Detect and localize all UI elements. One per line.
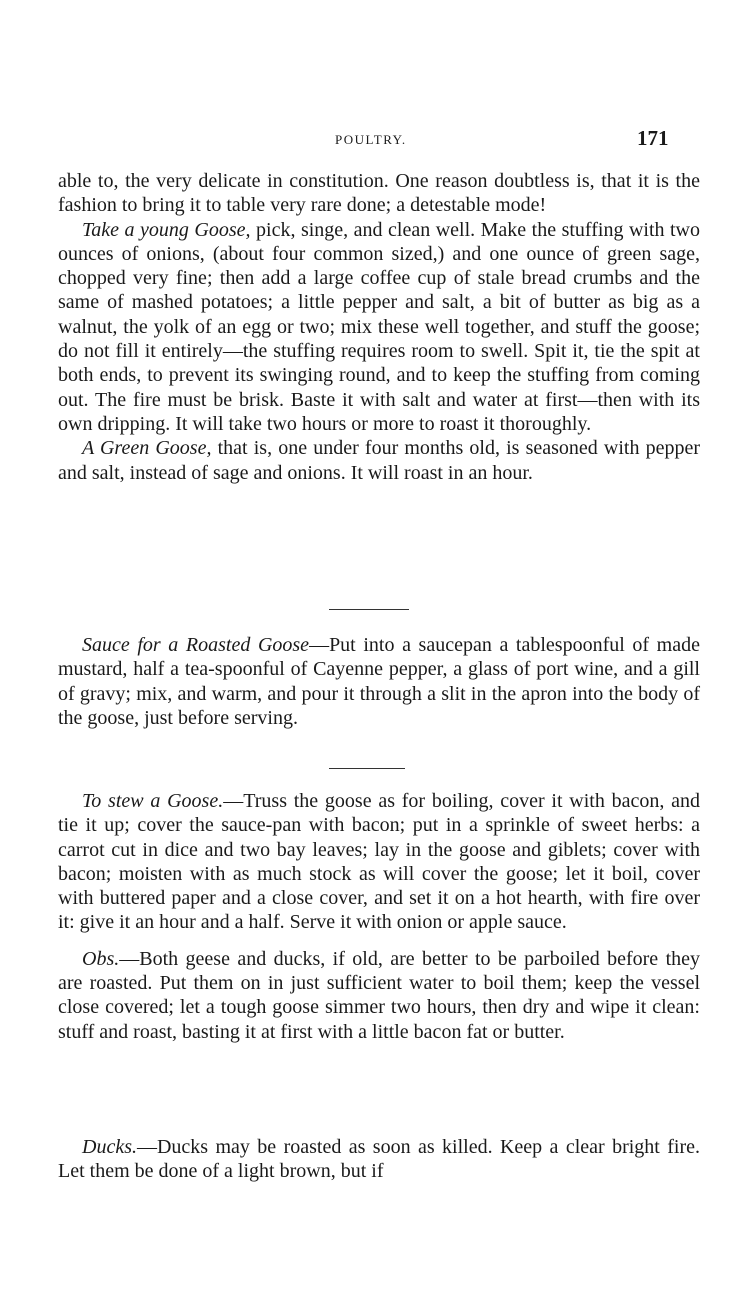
paragraph-lead: Sauce for a Roasted Goose (82, 634, 310, 656)
paragraph-text: pick, singe, and clean well. Make the stuffing with two ounces of onions, (about four common sized,) and one ounce of green sage, chopped very fine; then add a large coffee cup of stale bread crumbs and the same of mashed potatoes; a little pepper and salt, a bit of butter as big as a walnut, the yolk of an egg or two; mix these well together, and stuff the goose; do not fill it entirely—the stuffing requires room to swell. Spit it, tie the spit at both ends, to prevent its swinging round, and to keep the stuffing from coming out. The fire must be brisk. Baste it with salt and water at first—then with its own dripping. It will take two hours or more to roast it thoroughly. (58, 218, 700, 435)
section-ducks (58, 1135, 700, 1184)
paragraph-lead: Ducks. (82, 1136, 137, 1158)
paragraph-text: —Truss the goose as for boiling, cover it with bacon, and tie it up; cover the sauce-pan with bacon; put in a sprinkle of sweet herbs: a carrot cut in dice and two bay leaves; lay in the goose and giblets; cover with bacon; moisten with as much stock as will cover the goose; let it boil, cover with buttered paper and a close cover, and set it on a hot hearth, with fire over it: give it an hour and a half. Serve it with onion or apple sauce. (58, 790, 701, 934)
paragraph-text: —Ducks may be roasted as soon as killed. Keep a clear bright fire. Let them be done of a light brown, but if (58, 1136, 700, 1183)
paragraph-ducks (58, 1135, 700, 1184)
paragraph-text: able to, the very delicate in constitution. One reason doubtless is, that it is the fashion to bring it to table very rare done; a detestable mode! (58, 170, 700, 217)
paragraph-lead: A Green Goose, (82, 437, 212, 460)
paragraph-lead: Take a young Goose, (82, 218, 251, 241)
paragraph-text: that is, one under four months old, is seasoned with pepper and salt, instead of sage and onions. It will roast in an hour. (58, 437, 701, 484)
paragraph-young-goose (58, 218, 700, 437)
paragraph-stew-goose (58, 789, 700, 935)
paragraph-green-goose (58, 436, 700, 485)
section-sauce (58, 633, 700, 730)
paragraph-lead: To stew a Goose. (82, 790, 224, 812)
section-stew-goose (58, 789, 700, 1044)
paragraph-obs (58, 947, 700, 1044)
section-divider (329, 768, 405, 769)
page-header (0, 126, 750, 156)
paragraph-text: —Both geese and ducks, if old, are better to be parboiled before they are roasted. Put them on in just sufficient water to boil them; keep the vessel close covered; let a tough goose simmer two hours, then dry and wipe it clean: stuff and roast, basting it at first with a little bacon fat or butter. (58, 947, 700, 1043)
paragraph-text: —Put into a saucepan a tablespoonful of made mustard, half a tea-spoonful of Cayenne pepper, a glass of port wine, and a gill of gravy; mix, and warm, and pour it through a slit in the apron into the body of the goose, just before serving. (58, 634, 700, 729)
page-number: 171 (637, 126, 669, 150)
paragraph-continuation (58, 169, 700, 218)
section-roast-goose (58, 169, 700, 485)
paragraph-lead: Obs. (82, 947, 120, 970)
running-head: POULTRY. (335, 132, 407, 147)
section-divider (329, 609, 409, 610)
paragraph-sauce (58, 633, 700, 730)
